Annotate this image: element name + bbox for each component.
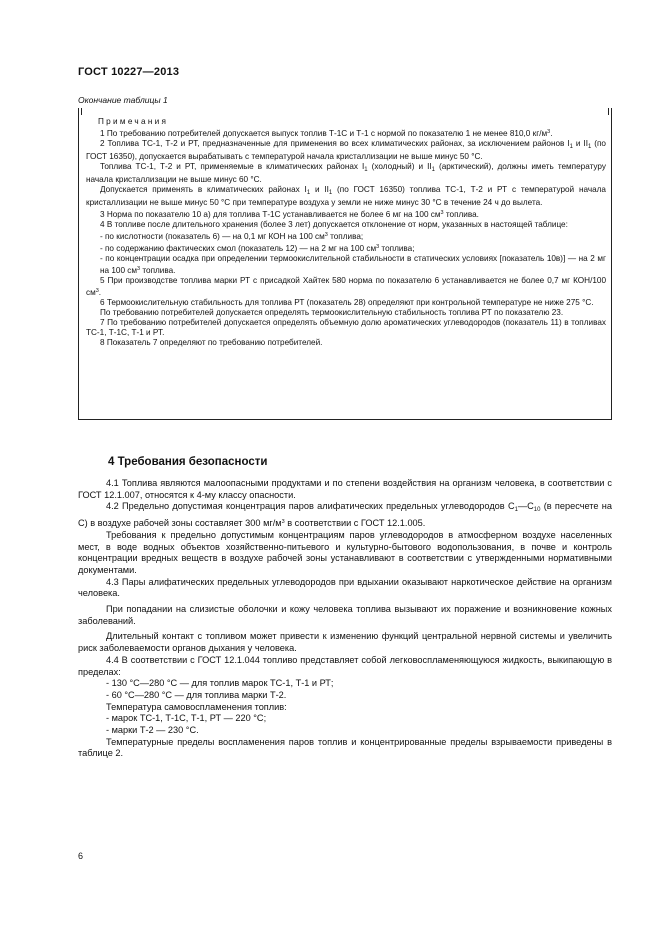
para-4-1: 4.1 Топлива являются малоопасными продуктами и по степени воздействия на организм человека, в соответствии с ГОСТ 12.1.007, относятся к 4-му классу опасности.	[78, 478, 612, 500]
notes-title: Примечания	[98, 117, 169, 126]
note-4-gums: - по содержанию фактических смол (показатель 12) — на 2 мг на 100 $см^3$ топлива;	[100, 244, 415, 253]
autoignition-heading: Температура самовоспламенения топлив:	[106, 701, 287, 712]
boiling-range-item-2: - 60 °С—280 °С — для топлива марки Т-2.	[106, 689, 287, 700]
note-2: 2 Топлива ТС-1, Т-2 и РТ, предназначенные для применения во всех климатических районах, за исключением районов $I_1$ и $II_1$ (по ГОСТ 16350), допускается вырабатывать с температурой начала кристаллизации не выше минус 50 °С.	[86, 139, 606, 161]
table-notes	[86, 117, 606, 348]
note-1: 1 По требованию потребителей допускается выпуск топлив Т-1С и Т-1 с нормой по показателю 1 не менее 810,0 $кг/м^3$.	[100, 129, 553, 138]
para-4-3-skin: При попадании на слизистые оболочки и кожу человека топлива вызывают их поражение и возникновение кожных заболеваний.	[78, 604, 612, 626]
section-title: 4 Требования безопасности	[108, 456, 268, 468]
note-4-acidity: - по кислотности (показатель 6) — на 0,1 мг КОН на 100 $см^3$ топлива;	[100, 232, 364, 241]
autoignition-item-2: - марки Т-2 — 230 °С.	[106, 725, 199, 736]
para-4-3-long-contact: Длительный контакт с топливом может привести к изменению функций центральной нервной системы и увеличить риск заболеваемости органов дыхания у человека.	[78, 631, 612, 654]
note-4-sediment: - по концентрации осадка при определении термоокислительной стабильности в статических условиях [показатель 10в)] — на 2 мг на 100 $см^3$ топлива.	[100, 254, 606, 275]
note-7: 7 По требованию потребителей допускается определять объемную долю ароматических углеводородов (показатель 11) в топливах ТС-1, Т-1С, Т-1 и РТ.	[86, 318, 606, 337]
para-4-2-requirements: Требования к предельно допустимым концентрациям паров углеводородов в атмосферном воздухе населенных мест, в воде водных объектов хозяйственно-питьевого и культурно-бытового водопользования, в почве и контроль концентрации вредных веществ в воздухе рабочей зоны устанавливают в соответствии с утвержденными нормативными документами.	[78, 529, 612, 575]
note-2-extreme-climate: Топлива ТС-1, Т-2 и РТ, применяемые в климатических районах $I_1$ (холодный) и $II_1$ (арктический), должны иметь температуру начала кристаллизации не выше минус 60 °С.	[86, 162, 606, 184]
boiling-range-item-1: - 130 °С—280 °С — для топлив марок ТС-1, Т-1 и РТ;	[106, 678, 334, 689]
table-caption: Окончание таблицы 1	[78, 95, 168, 105]
page-number: 6	[78, 851, 84, 861]
note-5: 5 При производстве топлива марки РТ с присадкой Хайтек 580 норма по показателю 6 устанавливается не более 0,7 мг КОН/100 $см^3$.	[86, 276, 606, 297]
note-4: 4 В топливе после длительного хранения (более 3 лет) допускается отклонение от норм, указанных в настоящей таблице:	[100, 220, 568, 229]
para-4-3: 4.3 Пары алифатических предельных углеводородов при вдыхании оказывают наркотическое действие на организм человека.	[78, 576, 612, 599]
note-8: 8 Показатель 7 определяют по требованию потребителей.	[100, 338, 323, 347]
para-4-2: 4.2 Предельно допустимая концентрация паров алифатических предельных углеводородов $С_1—С_{10}$ (в пересчете на С) в воздухе рабочей зоны составляет 300 $мг/м^3$ в соответствии с ГОСТ 12.1.005.	[78, 501, 612, 529]
note-3: 3 Норма по показателю 10 а) для топлива Т-1С устанавливается не более 6 мг на 100 $см^3$ топлива.	[100, 210, 479, 219]
note-2-allowance: Допускается применять в климатических районах $I_1$ и $II_1$ (по ГОСТ 16350) топлива ТС-1, Т-2 и РТ с температурой начала кристаллизации не выше минус 50 °С при температуре воздуха у земли не ниже минус 30 °С в течение 24 ч до вылета.	[86, 185, 606, 207]
section-body	[78, 478, 612, 760]
note-6-option: По требованию потребителей допускается определять термоокислительную стабильность топлива РТ по показателю 23.	[100, 308, 564, 317]
para-4-4: 4.4 В соответствии с ГОСТ 12.1.044 топливо представляет собой легковоспламеняющуюся жидкость, выкипающую в пределах:	[78, 654, 612, 677]
autoignition-item-1: - марок ТС-1, Т-1С, Т-1, РТ — 220 °С;	[106, 713, 267, 724]
document-header: ГОСТ 10227—2013	[78, 66, 180, 78]
para-4-4-limits: Температурные пределы воспламенения паров топлив и концентрированные пределы взрываемости приведены в таблице 2.	[78, 736, 612, 759]
note-6: 6 Термоокислительную стабильность для топлива РТ (показатель 28) определяют при контрольной температуре не ниже 275 °С.	[100, 298, 594, 307]
